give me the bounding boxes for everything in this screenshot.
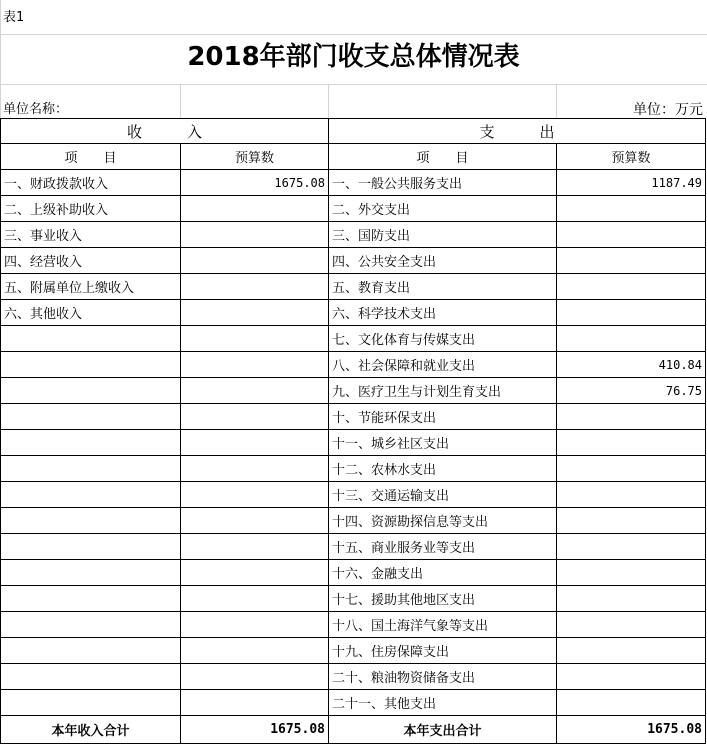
expense-item-cell: 十六、金融支出 [329,560,557,586]
grid-line [180,84,181,118]
expense-item-cell: 五、教育支出 [329,274,557,300]
expense-amount-cell [557,560,706,586]
expense-amount-cell [557,482,706,508]
income-amount-cell [181,612,329,638]
income-item-cell [1,508,181,534]
section-header-row [1,119,706,144]
expense-item-cell: 十七、援助其他地区支出 [329,586,557,612]
expense-item-cell: 八、社会保障和就业支出 [329,352,557,378]
income-item-cell: 三、事业收入 [1,222,181,248]
table-row [1,404,706,430]
table-row [1,508,706,534]
expense-item-cell: 二十、粮油物资储备支出 [329,664,557,690]
table-row [1,638,706,664]
income-amount-cell [181,404,329,430]
expense-amount-cell [557,300,706,326]
table-row [1,378,706,404]
income-item-cell [1,638,181,664]
expense-item-cell: 四、公共安全支出 [329,248,557,274]
income-item-cell [1,664,181,690]
expense-item-cell: 十、节能环保支出 [329,404,557,430]
table-row [1,690,706,716]
income-item-cell [1,482,181,508]
income-amount-cell [181,456,329,482]
column-header-row [1,144,706,170]
expense-total-amount: 1675.08 [557,716,706,744]
income-item-cell: 五、附属单位上缴收入 [1,274,181,300]
income-amount-cell [181,690,329,716]
income-item-cell [1,612,181,638]
income-item-cell: 六、其他收入 [1,300,181,326]
expense-item-cell: 二、外交支出 [329,196,557,222]
table-row [1,664,706,690]
expense-budget-header: 预算数 [557,144,706,170]
expense-amount-cell [557,430,706,456]
expense-item-cell: 九、医疗卫生与计划生育支出 [329,378,557,404]
expense-amount-cell [557,612,706,638]
income-amount-cell [181,274,329,300]
income-item-cell [1,404,181,430]
expense-amount-cell [557,222,706,248]
expense-item-cell: 三、国防支出 [329,222,557,248]
expense-item-cell: 二十一、其他支出 [329,690,557,716]
expense-header: 支 出 [329,119,706,144]
expense-item-cell: 十八、国土海洋气象等支出 [329,612,557,638]
income-amount-cell [181,300,329,326]
total-row [1,716,706,744]
grid-line [328,84,329,118]
expense-item-cell: 十一、城乡社区支出 [329,430,557,456]
expense-amount-cell [557,404,706,430]
expense-item-cell: 六、科学技术支出 [329,300,557,326]
expense-amount-cell [557,274,706,300]
income-amount-cell: 1675.08 [181,170,329,196]
income-amount-cell [181,664,329,690]
income-amount-cell [181,326,329,352]
income-amount-cell [181,482,329,508]
income-amount-cell [181,508,329,534]
expense-amount-cell [557,456,706,482]
grid-line [556,84,557,118]
expense-item-cell: 十四、资源勘探信息等支出 [329,508,557,534]
table-row [1,170,706,196]
expense-item-cell: 十三、交通运输支出 [329,482,557,508]
expense-amount-cell [557,664,706,690]
income-amount-cell [181,534,329,560]
income-item-cell [1,352,181,378]
table-row [1,300,706,326]
table-row [1,326,706,352]
grid-line [0,34,707,35]
expense-item-cell: 十九、住房保障支出 [329,638,557,664]
income-amount-cell [181,196,329,222]
expense-amount-cell: 76.75 [557,378,706,404]
expense-amount-cell: 410.84 [557,352,706,378]
expense-item-cell: 十二、农林水支出 [329,456,557,482]
income-item-cell [1,456,181,482]
table-row [1,534,706,560]
income-amount-cell [181,586,329,612]
unit-name-label: 单位名称： [3,102,69,117]
income-item-cell [1,690,181,716]
table-row [1,586,706,612]
income-amount-cell [181,378,329,404]
expense-amount-cell [557,326,706,352]
income-item-cell [1,560,181,586]
income-item-header: 项 目 [1,144,181,170]
income-amount-cell [181,352,329,378]
expense-item-cell: 十五、商业服务业等支出 [329,534,557,560]
income-amount-cell [181,222,329,248]
expense-amount-cell: 1187.49 [557,170,706,196]
sheet-tag: 表1 [3,10,25,25]
income-total-amount: 1675.08 [181,716,329,744]
income-item-cell [1,430,181,456]
table-row [1,222,706,248]
table-row [1,274,706,300]
income-amount-cell [181,248,329,274]
table-row [1,430,706,456]
income-amount-cell [181,638,329,664]
income-item-cell [1,326,181,352]
expense-total-label: 本年支出合计 [329,716,557,744]
page-title: 2018年部门收支总体情况表 [187,42,520,72]
income-item-cell: 四、经营收入 [1,248,181,274]
income-item-cell: 一、财政拨款收入 [1,170,181,196]
income-amount-cell [181,430,329,456]
table-row [1,248,706,274]
expense-amount-cell [557,534,706,560]
expense-amount-cell [557,638,706,664]
expense-item-cell: 一、一般公共服务支出 [329,170,557,196]
table-row [1,456,706,482]
table-row [1,352,706,378]
income-item-cell [1,586,181,612]
income-item-cell [1,534,181,560]
income-header: 收 入 [1,119,329,144]
unit-label: 单位：万元 [633,102,703,118]
table-row [1,482,706,508]
income-item-cell [1,378,181,404]
expense-amount-cell [557,690,706,716]
income-amount-cell [181,560,329,586]
expense-item-cell: 七、文化体育与传媒支出 [329,326,557,352]
income-budget-header: 预算数 [181,144,329,170]
income-item-cell: 二、上级补助收入 [1,196,181,222]
table-row [1,612,706,638]
grid-line [0,84,707,85]
table-row [1,560,706,586]
expense-amount-cell [557,196,706,222]
table-row [1,196,706,222]
expense-amount-cell [557,586,706,612]
income-total-label: 本年收入合计 [1,716,181,744]
expense-item-header: 项 目 [329,144,557,170]
expense-amount-cell [557,508,706,534]
expense-amount-cell [557,248,706,274]
budget-table [0,118,706,744]
